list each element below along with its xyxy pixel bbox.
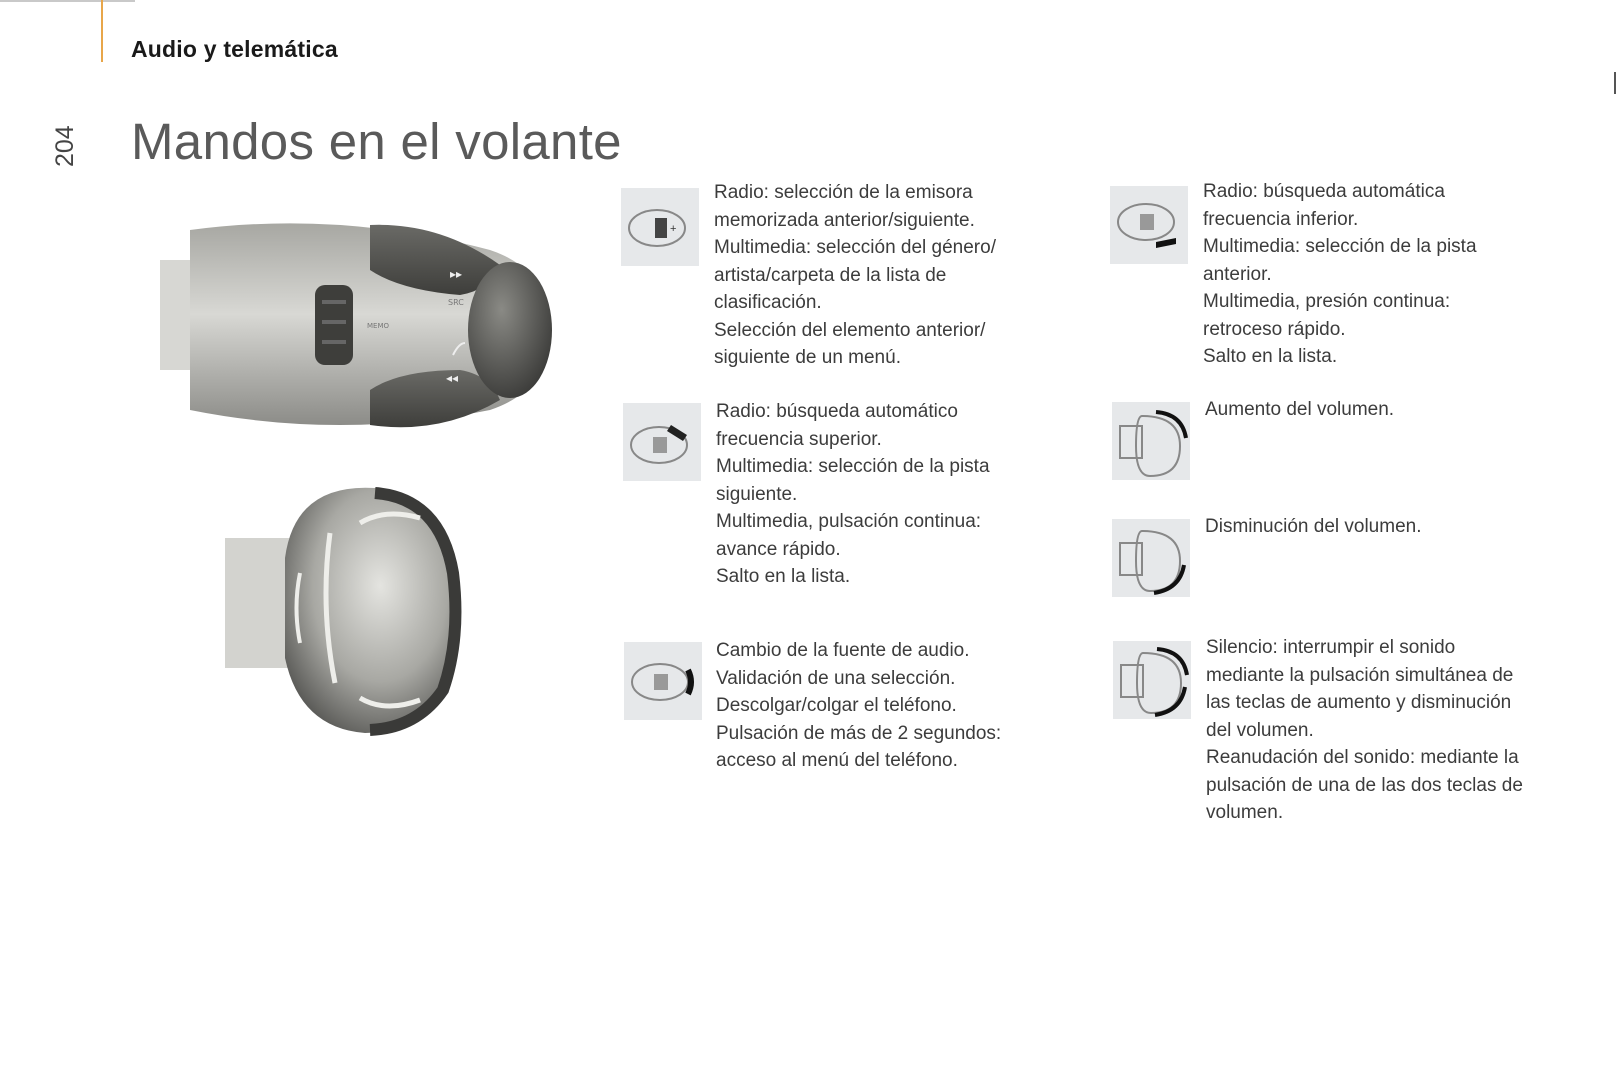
entry-line: artista/carpeta de la lista de	[714, 264, 947, 286]
entry-line: Salto en la lista.	[1203, 346, 1338, 367]
mute-control-icon	[1113, 641, 1191, 719]
entry-line: Pulsación de más de 2 segundos:	[716, 722, 1002, 744]
entry-text-source	[716, 637, 1001, 775]
entry-line: avance rápido.	[716, 538, 841, 560]
steering-control-upper-illustration	[160, 210, 560, 440]
entry-line: Radio: búsqueda automática	[1203, 181, 1445, 202]
entry-line: Reanudación del sonido: mediante la	[1206, 747, 1519, 768]
entry-line: Multimedia: selección del género/	[714, 237, 996, 258]
control-seek-down-icon	[1110, 186, 1188, 264]
entry-line: del volumen.	[1206, 719, 1314, 741]
entry-line: Descolgar/colgar el teléfono.	[716, 695, 957, 716]
control-memo-preset-icon	[621, 188, 699, 266]
next-label: ▸▸	[450, 267, 463, 281]
section-title: Audio y telemática	[131, 36, 338, 62]
control-seek-up-icon	[623, 403, 701, 481]
entry-line: Multimedia: selección de la pista	[716, 456, 990, 477]
entry-line: volumen.	[1206, 802, 1284, 823]
top-rule	[0, 0, 135, 2]
svg-text:+: +	[670, 223, 677, 235]
entry-line: Cambio de la fuente de audio.	[716, 640, 970, 661]
entry-line: siguiente de un menú.	[714, 347, 901, 368]
entry-line: mediante la pulsación simultánea de	[1206, 664, 1514, 686]
page-title: Mandos en el volante	[131, 113, 622, 170]
entry-text-volume-down	[1205, 513, 1422, 541]
entry-text-mute	[1206, 634, 1523, 827]
entry-line: Selección del elemento anterior/	[714, 319, 986, 341]
entry-line: Salto en la lista.	[716, 566, 851, 587]
entry-line: Multimedia, pulsación continua:	[716, 511, 982, 532]
volume-up-control-icon	[1112, 402, 1190, 480]
entry-line: Aumento del volumen.	[1205, 399, 1395, 420]
entry-line: Radio: selección de la emisora	[714, 182, 973, 203]
entry-line: Validación de una selección.	[716, 667, 956, 689]
volume-down-control-icon	[1112, 519, 1190, 597]
page-edge-mark	[1614, 72, 1616, 94]
entry-line: siguiente.	[716, 483, 798, 505]
entry-line: frecuencia superior.	[716, 428, 882, 450]
section-marker	[101, 0, 103, 62]
entry-text-seek-down	[1203, 178, 1477, 371]
page-number: 204	[51, 125, 79, 167]
entry-text-seek-up	[716, 398, 990, 591]
entry-line: Disminución del volumen.	[1205, 516, 1422, 537]
entry-text-volume-up	[1205, 396, 1394, 424]
entry-text-memo	[714, 179, 996, 372]
entry-line: Multimedia: selección de la pista	[1203, 236, 1477, 257]
control-source-icon	[624, 642, 702, 720]
entry-line: anterior.	[1203, 263, 1272, 285]
src-label: SRC	[448, 298, 464, 307]
steering-control-lower-illustration	[225, 478, 475, 738]
entry-line: retroceso rápido.	[1203, 318, 1346, 340]
memo-label: MEMO	[367, 322, 390, 330]
entry-line: clasificación.	[714, 292, 822, 313]
entry-line: memorizada anterior/siguiente.	[714, 209, 975, 231]
prev-label: ◂◂	[446, 371, 459, 385]
entry-line: Radio: búsqueda automático	[716, 401, 958, 422]
entry-line: frecuencia inferior.	[1203, 208, 1359, 230]
entry-line: las teclas de aumento y disminución	[1206, 692, 1512, 713]
entry-line: pulsación de una de las dos teclas de	[1206, 774, 1523, 796]
entry-line: Multimedia, presión continua:	[1203, 291, 1451, 312]
entry-line: acceso al menú del teléfono.	[716, 750, 958, 771]
entry-line: Silencio: interrumpir el sonido	[1206, 637, 1456, 658]
